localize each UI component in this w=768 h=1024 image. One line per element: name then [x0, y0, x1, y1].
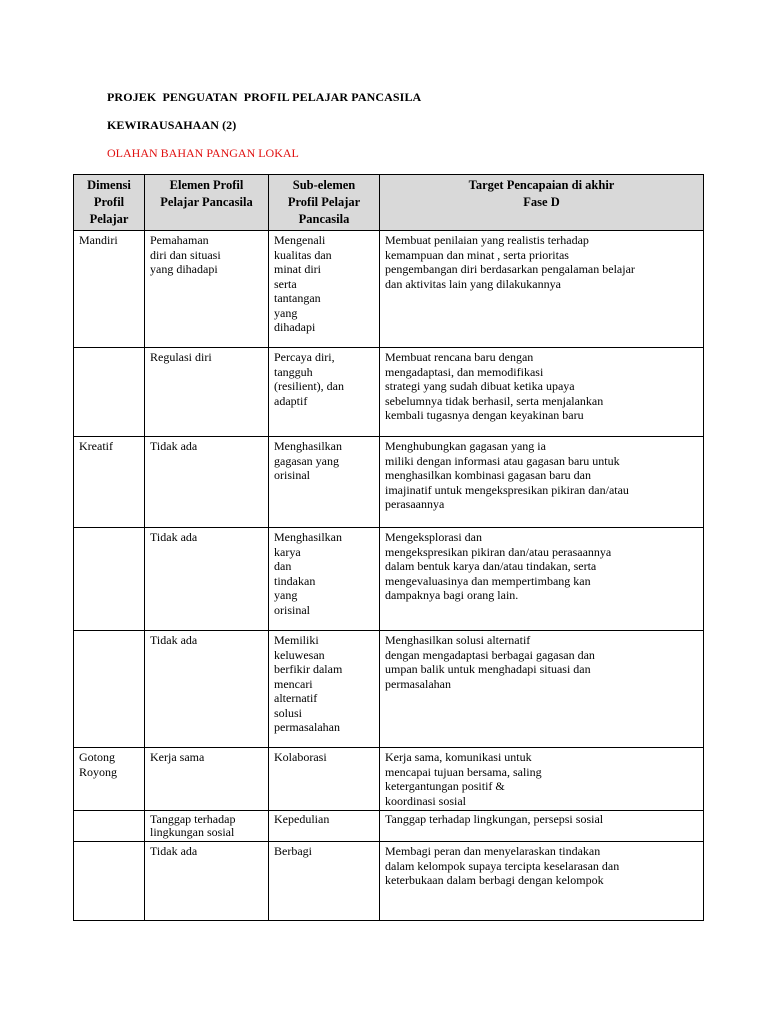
table-row [74, 631, 704, 748]
table-row [74, 748, 704, 811]
sub-elemen-cell: Memiliki keluwesan berfikir dalam mencari alternatif solusi permasalahan [269, 631, 380, 748]
project-theme: KEWIRAUSAHAAN (2) [107, 118, 237, 132]
project-title: PROJEK PENGUATAN PROFIL PELAJAR PANCASILA [107, 90, 422, 104]
table-row [74, 231, 704, 348]
target-cell: Menghasilkan solusi alternatif dengan mengadaptasi berbagai gagasan dan umpan balik untuk menghadapi situasi dan permasalahan [380, 631, 704, 748]
elemen-cell: Regulasi diri [145, 348, 269, 437]
dimension-spacer [74, 811, 145, 842]
elemen-cell: Tanggap terhadap lingkungan sosial [145, 811, 269, 842]
sub-elemen-cell: Percaya diri, tangguh (resilient), dan adaptif [269, 348, 380, 437]
table-header-row [74, 175, 704, 231]
dimension-gotong-royong: Gotong Royong [74, 748, 145, 811]
dimension-spacer [74, 348, 145, 437]
header-dimensi: Dimensi Profil Pelajar [74, 175, 145, 231]
dimension-spacer [74, 528, 145, 631]
table-row [74, 842, 704, 921]
table-row [74, 348, 704, 437]
target-cell: Kerja sama, komunikasi untuk mencapai tujuan bersama, saling ketergantungan positif & koordinasi sosial [380, 748, 704, 811]
elemen-cell: Tidak ada [145, 528, 269, 631]
sub-elemen-cell: Kolaborasi [269, 748, 380, 811]
dimension-kreatif: Kreatif [74, 437, 145, 528]
elemen-cell: Pemahaman diri dan situasi yang dihadapi [145, 231, 269, 348]
sub-elemen-cell: Mengenali kualitas dan minat diri serta tantangan yang dihadapi [269, 231, 380, 348]
target-cell: Mengeksplorasi dan mengekspresikan pikiran dan/atau perasaannya dalam bentuk karya dan/atau tindakan, serta mengevaluasinya dan mempertimbang kan dampaknya bagi orang lain. [380, 528, 704, 631]
sub-elemen-cell: Menghasilkan gagasan yang orisinal [269, 437, 380, 528]
elemen-cell: Kerja sama [145, 748, 269, 811]
target-cell: Menghubungkan gagasan yang ia miliki dengan informasi atau gagasan baru untuk menghasilkan kombinasi gagasan baru dan imajinatif untuk mengekspresikan pikiran dan/atau perasaannya [380, 437, 704, 528]
header-elemen: Elemen Profil Pelajar Pancasila [145, 175, 269, 231]
dimension-spacer [74, 842, 145, 921]
dimension-spacer [74, 631, 145, 748]
sub-elemen-cell: Berbagi [269, 842, 380, 921]
sub-elemen-cell: Kepedulian [269, 811, 380, 842]
elemen-cell: Tidak ada [145, 842, 269, 921]
table-row [74, 437, 704, 528]
project-topic: OLAHAN BAHAN PANGAN LOKAL [107, 146, 299, 160]
profile-table [73, 174, 704, 921]
target-cell: Membuat rencana baru dengan mengadaptasi, dan memodifikasi strategi yang sudah dibuat ketika upaya sebelumnya tidak berhasil, serta menjalankan kembali tugasnya dengan keyakinan baru [380, 348, 704, 437]
elemen-cell: Tidak ada [145, 631, 269, 748]
header-sub-elemen: Sub-elemen Profil Pelajar Pancasila [269, 175, 380, 231]
target-cell: Tanggap terhadap lingkungan, persepsi sosial [380, 811, 704, 842]
header-target: Target Pencapaian di akhir Fase D [380, 175, 704, 231]
table-row [74, 811, 704, 842]
dimension-mandiri: Mandiri [74, 231, 145, 348]
sub-elemen-cell: Menghasilkan karya dan tindakan yang orisinal [269, 528, 380, 631]
elemen-cell: Tidak ada [145, 437, 269, 528]
target-cell: Membagi peran dan menyelaraskan tindakan dalam kelompok supaya tercipta keselarasan dan keterbukaan dalam berbagi dengan kelompok [380, 842, 704, 921]
table-row [74, 528, 704, 631]
target-cell: Membuat penilaian yang realistis terhadap kemampuan dan minat , serta prioritas pengembangan diri berdasarkan pengalaman belajar dan aktivitas lain yang dilakukannya [380, 231, 704, 348]
